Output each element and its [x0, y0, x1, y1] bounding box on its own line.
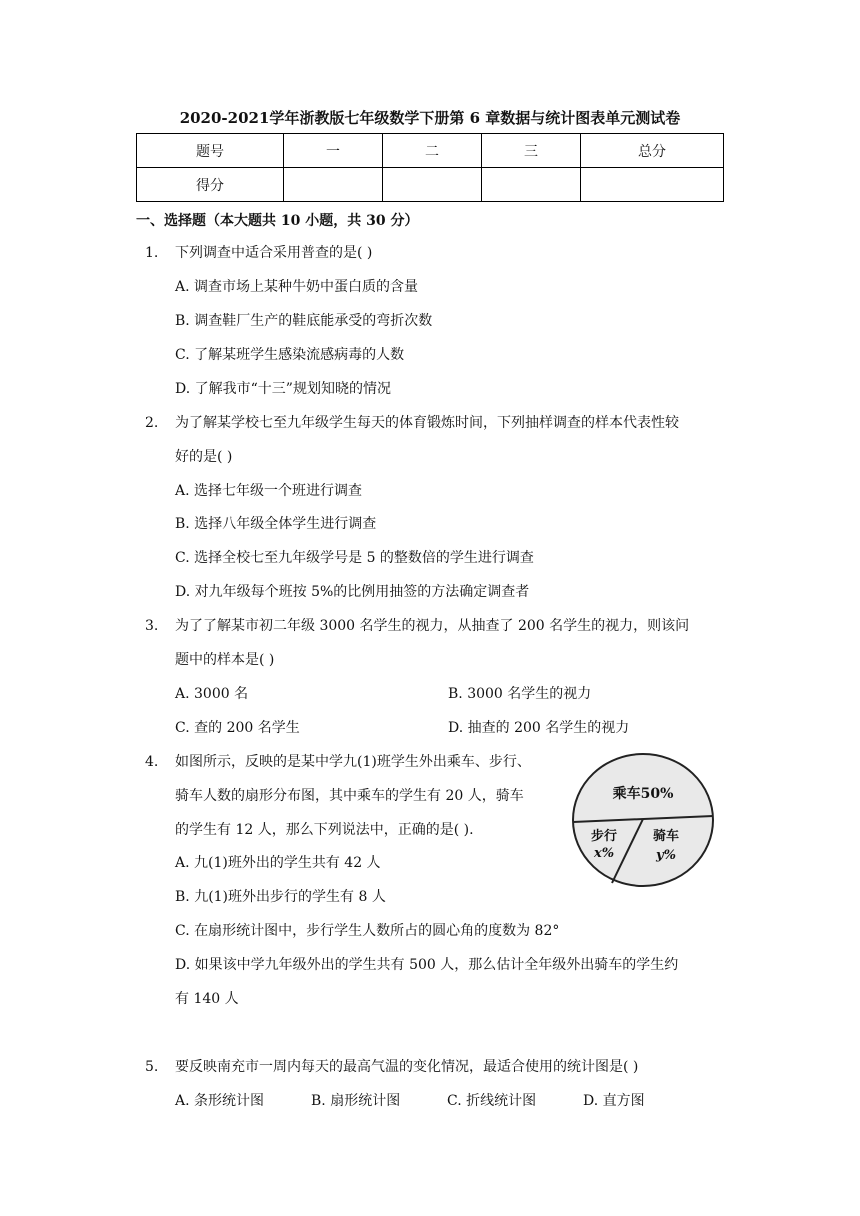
- option-d: D. 对九年级每个班按 5%的比例用抽签的方法确定调查者: [175, 584, 530, 600]
- pie-chart-figure: [568, 750, 718, 890]
- option-d: D. 如果该中学九年级外出的学生共有 500 人，那么估计全年级外出骑车的学生约: [175, 957, 679, 973]
- table-cell: [383, 168, 482, 202]
- question-number: 3.: [145, 618, 159, 634]
- question-number: 1.: [145, 245, 159, 261]
- option-c: C. 折线统计图: [447, 1093, 537, 1109]
- pie-label-car: 乘车50%: [612, 786, 674, 802]
- section-heading: 一、选择题（本大题共 10 小题，共 30 分）: [136, 213, 419, 229]
- question-stem: 如图所示，反映的是某中学九(1)班学生外出乘车、步行、: [175, 754, 531, 770]
- page-title: 2020-2021学年浙教版七年级数学下册第 6 章数据与统计图表单元测试卷: [179, 109, 681, 127]
- question-stem: 题中的样本是( ): [175, 652, 275, 668]
- score-table: [136, 133, 724, 202]
- table-cell: [284, 168, 383, 202]
- option-d: D. 抽查的 200 名学生的视力: [448, 720, 630, 736]
- question-stem: 骑车人数的扇形分布图，其中乘车的学生有 20 人，骑车: [175, 788, 524, 804]
- table-cell: [581, 168, 724, 202]
- option-c: C. 在扇形统计图中，步行学生人数所占的圆心角的度数为 82°: [175, 923, 560, 939]
- option-d: D. 了解我市“十三”规划知晓的情况: [175, 381, 391, 397]
- table-cell: 题号: [137, 134, 284, 168]
- question-stem: 的学生有 12 人，那么下列说法中，正确的是( ).: [175, 822, 474, 838]
- question-stem: 为了解某学校七至九年级学生每天的体育锻炼时间，下列抽样调查的样本代表性较: [175, 415, 679, 431]
- option-c: C. 选择全校七至九年级学号是 5 的整数倍的学生进行调查: [175, 550, 534, 566]
- option-a: A. 条形统计图: [175, 1093, 265, 1109]
- table-cell: 得分: [137, 168, 284, 202]
- question-number: 2.: [145, 415, 159, 431]
- table-cell: 一: [284, 134, 383, 168]
- option-a: A. 3000 名: [175, 686, 249, 702]
- question-stem: 好的是( ): [175, 449, 233, 465]
- table-cell: [482, 168, 581, 202]
- option-b: B. 3000 名学生的视力: [448, 686, 592, 702]
- pie-label-bike: 骑车: [652, 829, 680, 844]
- table-cell: 二: [383, 134, 482, 168]
- pie-label-bike-percent: y%: [656, 848, 676, 863]
- option-a: A. 九(1)班外出的学生共有 42 人: [175, 855, 381, 871]
- option-c: C. 查的 200 名学生: [175, 720, 300, 736]
- pie-label-walk: 步行: [590, 829, 618, 844]
- score-table-header-row: [137, 134, 724, 168]
- option-b: B. 选择八年级全体学生进行调查: [175, 516, 377, 532]
- option-c: C. 了解某班学生感染流感病毒的人数: [175, 347, 405, 363]
- option-b: B. 扇形统计图: [311, 1093, 401, 1109]
- table-cell: 三: [482, 134, 581, 168]
- question-stem: 为了了解某市初二年级 3000 名学生的视力，从抽查了 200 名学生的视力，则该问: [175, 618, 690, 634]
- question-stem: 下列调查中适合采用普查的是( ): [175, 245, 373, 261]
- question-stem: 要反映南充市一周内每天的最高气温的变化情况，最适合使用的统计图是( ): [175, 1059, 639, 1075]
- question-number: 5.: [145, 1059, 159, 1075]
- option-d: D. 直方图: [583, 1093, 645, 1109]
- question-number: 4.: [145, 754, 159, 770]
- option-a: A. 调查市场上某种牛奶中蛋白质的含量: [175, 279, 419, 295]
- option-b: B. 调查鞋厂生产的鞋底能承受的弯折次数: [175, 313, 433, 329]
- option-a: A. 选择七年级一个班进行调查: [175, 483, 363, 499]
- table-cell: 总分: [581, 134, 724, 168]
- pie-label-walk-percent: x%: [593, 846, 615, 861]
- option-d-continued: 有 140 人: [175, 991, 239, 1007]
- option-b: B. 九(1)班外出步行的学生有 8 人: [175, 889, 386, 905]
- score-table-row: [137, 168, 724, 202]
